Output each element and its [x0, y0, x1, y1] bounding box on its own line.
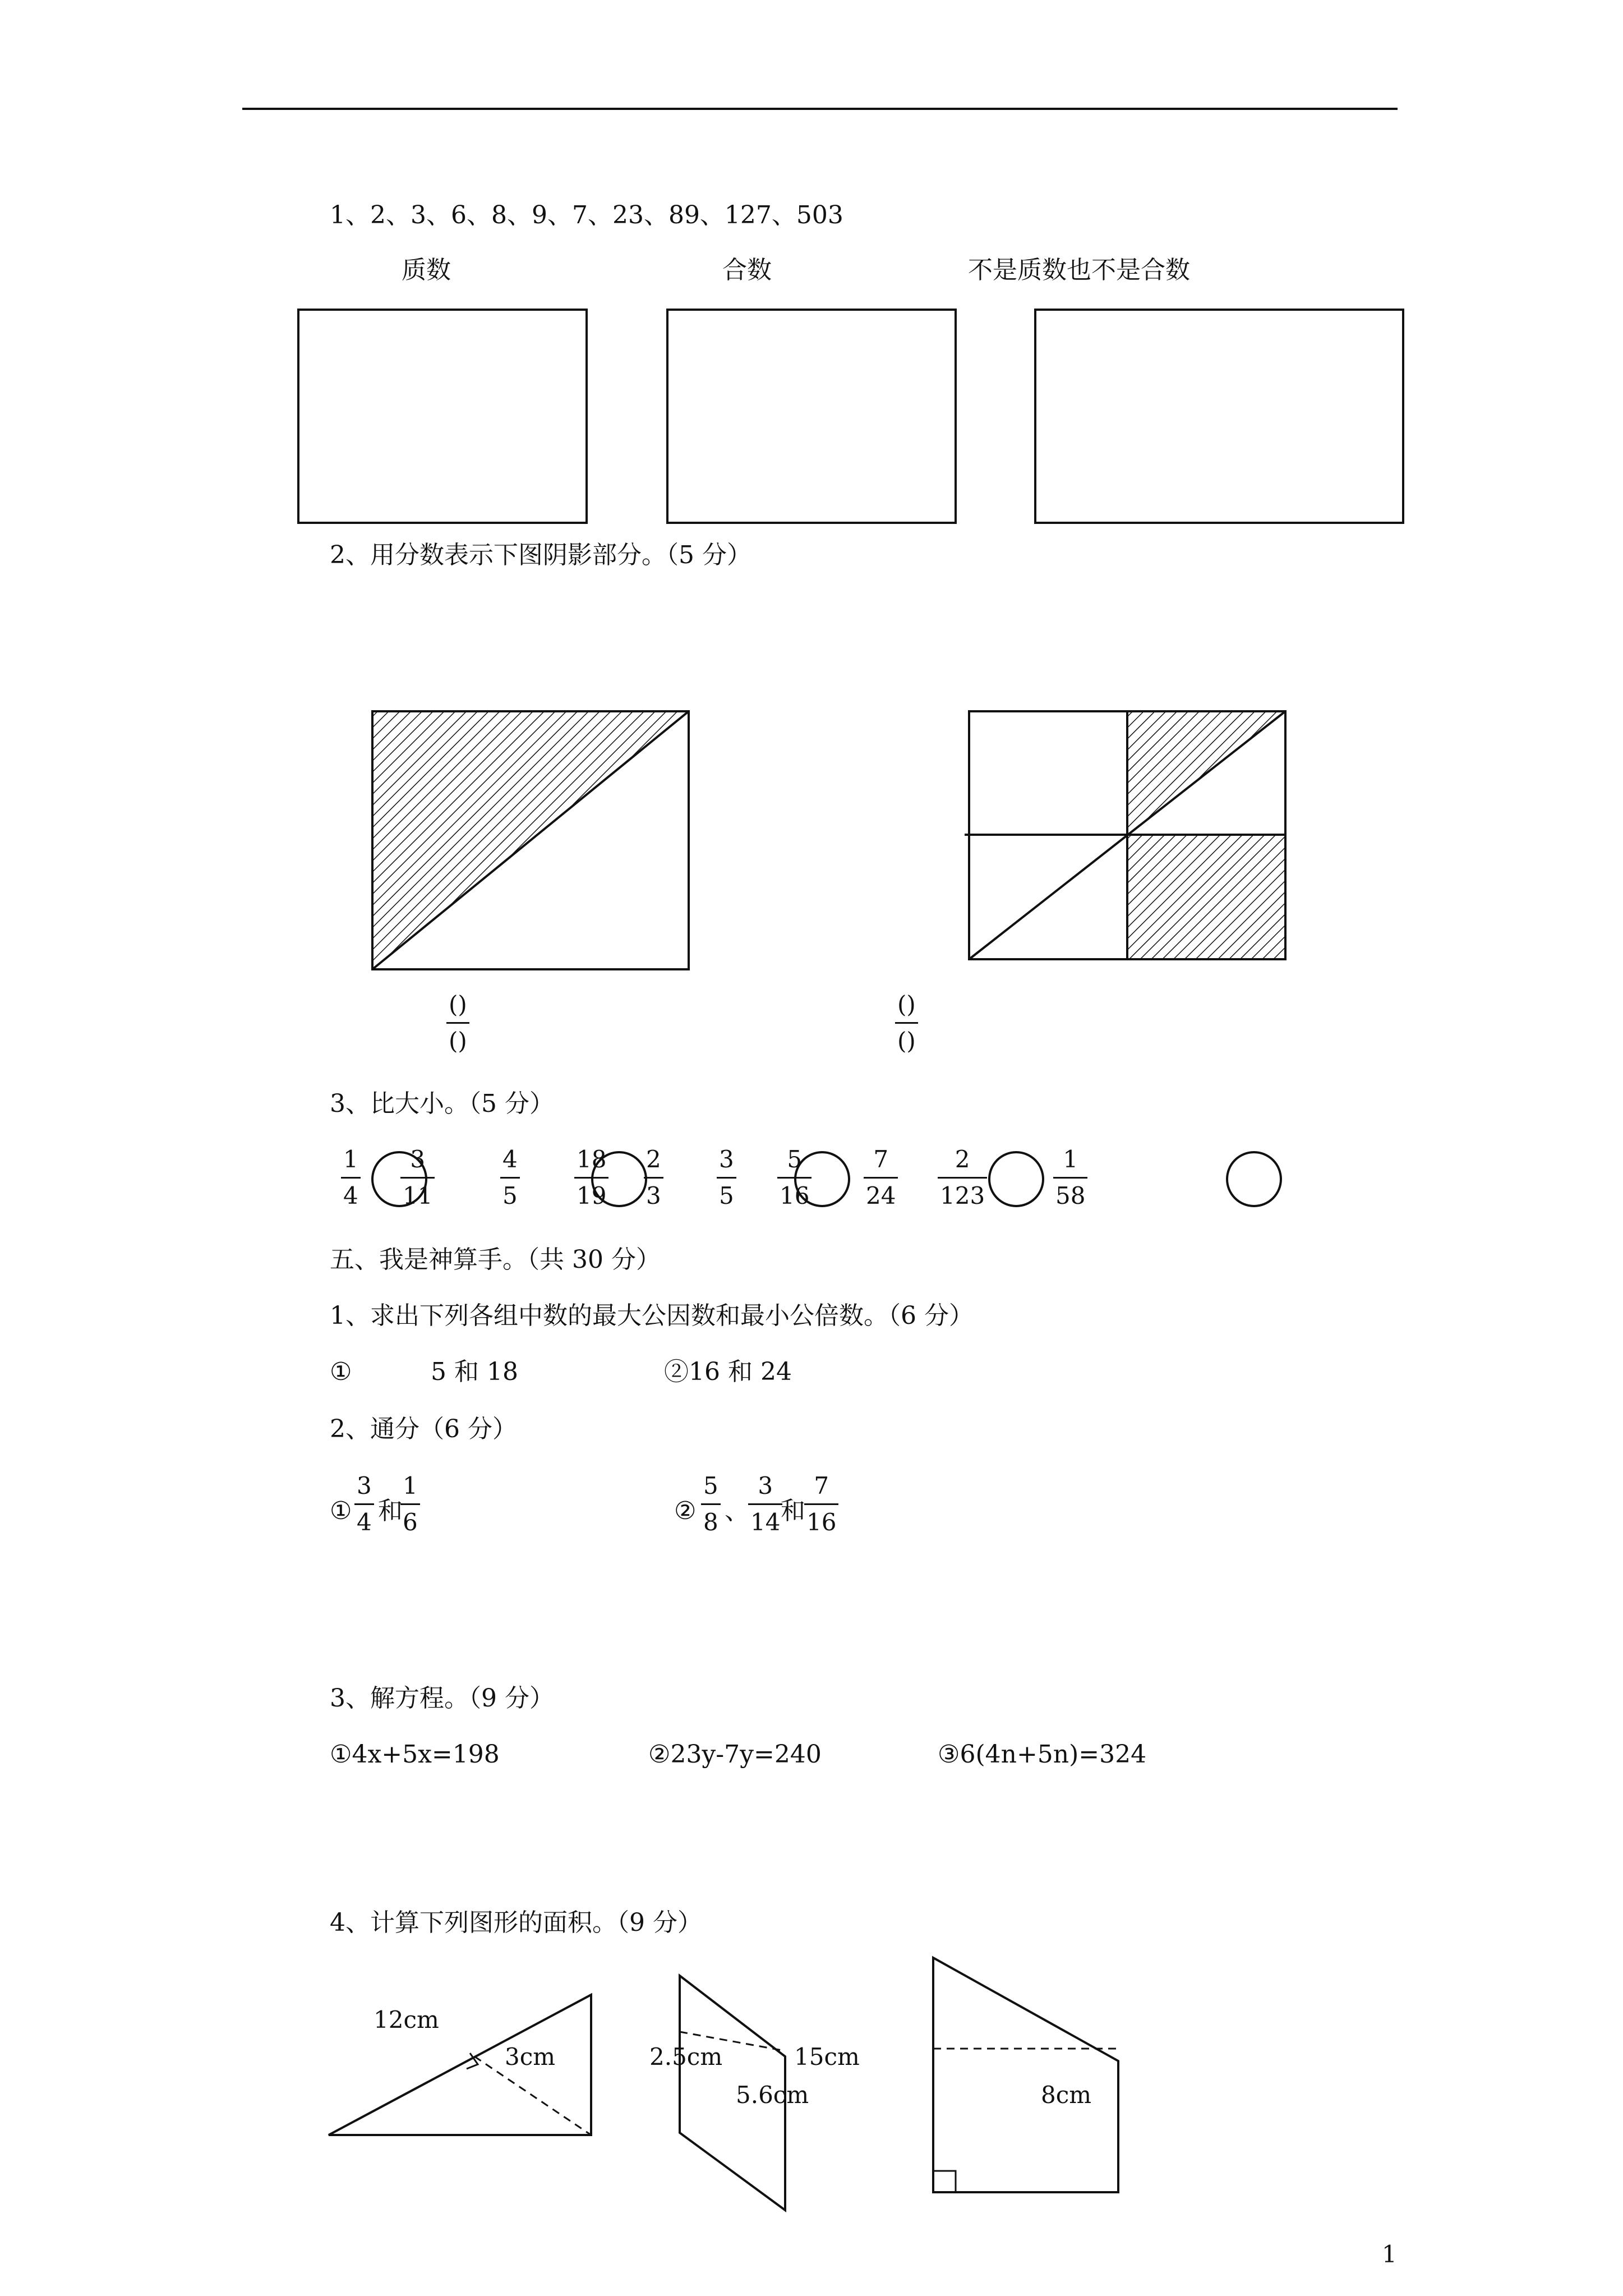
area-trapezoid-figure	[933, 1958, 1118, 2192]
compare-circle[interactable]	[591, 1151, 647, 1207]
s1-item-b: ②16 和 24	[664, 1358, 792, 1386]
compare-fraction: 1 4	[341, 1148, 361, 1208]
q2-fraction-2[interactable]: () ()	[895, 993, 918, 1053]
dimension-label: 2.5cm	[649, 2043, 723, 2070]
dimension-label: 12cm	[374, 2006, 439, 2033]
label-composite: 合数	[722, 256, 772, 284]
q3-title: 3、比大小。（5 分）	[330, 1089, 554, 1118]
s1-mark-a: ①	[330, 1358, 352, 1386]
s2-dun: 、	[725, 1497, 749, 1525]
compare-fraction: 4 5	[500, 1148, 520, 1208]
shaded-rectangle-figure-1	[372, 711, 689, 969]
s2-he: 和	[781, 1497, 805, 1525]
shaded-rectangle-figure-2	[965, 711, 1285, 959]
compare-fraction: 5 16	[777, 1148, 811, 1208]
s1-item-a: 5 和 18	[431, 1358, 518, 1386]
dimension-label: 3cm	[505, 2043, 556, 2070]
equation-1: ①4x+5x=198	[330, 1740, 500, 1769]
equation-3: ③6(4n+5n)=324	[938, 1740, 1147, 1769]
s2-mark-a: ①	[330, 1497, 352, 1525]
compare-fraction: 2 3	[644, 1148, 663, 1208]
s3-title: 3、解方程。（9 分）	[330, 1684, 554, 1713]
s2-fraction: 3 4	[354, 1474, 374, 1534]
dimension-label: 8cm	[1041, 2081, 1092, 2109]
compare-fraction: 1 58	[1053, 1148, 1087, 1208]
compare-fraction: 2 123	[938, 1148, 987, 1208]
s2-fraction: 7 16	[804, 1474, 838, 1534]
s2-he: 和	[378, 1497, 403, 1525]
q2-fraction-1[interactable]: () ()	[446, 993, 469, 1053]
q1-numbers: 1、2、3、6、8、9、7、23、89、127、503	[330, 201, 843, 229]
page-number: 1	[1382, 2240, 1397, 2268]
compare-fraction: 3 5	[717, 1148, 736, 1208]
s4-title: 4、计算下列图形的面积。（9 分）	[330, 1908, 702, 1937]
compare-fraction: 3 11	[400, 1148, 435, 1208]
compare-fraction: 7 24	[864, 1148, 898, 1208]
dimension-label: 15cm	[794, 2043, 860, 2070]
q2-title: 2、用分数表示下图阴影部分。（5 分）	[330, 541, 751, 569]
label-neither: 不是质数也不是合数	[968, 256, 1190, 284]
s2-mark-b: ②	[674, 1497, 697, 1525]
s2-title: 2、通分（6 分）	[330, 1415, 517, 1443]
s2-fraction: 1 6	[400, 1474, 420, 1534]
compare-circle[interactable]	[1226, 1151, 1282, 1207]
label-prime: 质数	[402, 256, 451, 284]
section5-title: 五、我是神算手。（共 30 分）	[330, 1245, 661, 1274]
s2-fraction: 3 14	[748, 1474, 782, 1534]
compare-fraction: 18 19	[574, 1148, 608, 1208]
s2-fraction: 5 8	[701, 1474, 721, 1534]
compare-circle[interactable]	[794, 1151, 850, 1207]
compare-circle[interactable]	[988, 1151, 1044, 1207]
s1-title: 1、求出下列各组中数的最大公因数和最小公倍数。（6 分）	[330, 1301, 974, 1330]
dimension-label: 5.6cm	[736, 2081, 809, 2109]
equation-2: ②23y-7y=240	[648, 1740, 822, 1769]
